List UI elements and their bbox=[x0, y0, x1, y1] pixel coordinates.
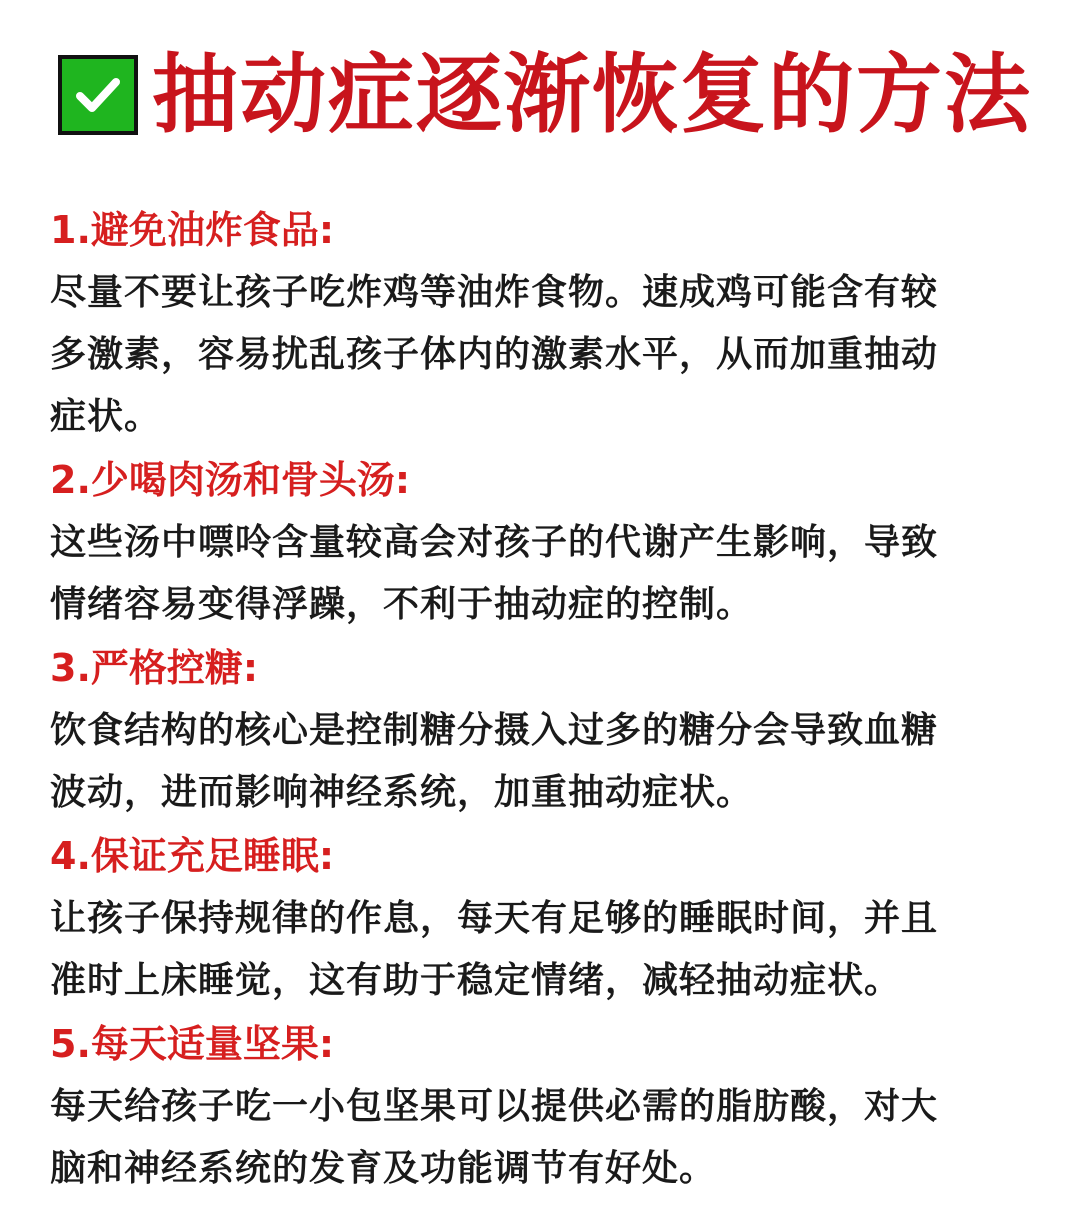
body-line: 饮食结构的核心是控制糖分摄入过多的糖分会导致血糖 bbox=[50, 710, 939, 751]
body-line: 情绪容易变得浮躁，不利于抽动症的控制。 bbox=[50, 584, 754, 625]
section-3 bbox=[50, 636, 1040, 824]
body-line: 尽量不要让孩子吃炸鸡等油炸食物。速成鸡可能含有较 bbox=[50, 272, 939, 313]
section-body bbox=[50, 1076, 1040, 1200]
body-line: 症状。 bbox=[50, 396, 162, 437]
section-heading: 2.少喝肉汤和骨头汤: bbox=[50, 458, 411, 502]
section-body bbox=[50, 512, 1040, 636]
page-title: 抽动症逐渐恢复的方法 bbox=[152, 45, 1032, 145]
body-line: 每天给孩子吃一小包坚果可以提供必需的脂肪酸，对大 bbox=[50, 1086, 939, 1127]
body-line: 多激素，容易扰乱孩子体内的激素水平，从而加重抽动 bbox=[50, 334, 939, 375]
section-heading: 5.每天适量坚果: bbox=[50, 1022, 335, 1066]
body-line: 波动，进而影响神经系统，加重抽动症状。 bbox=[50, 772, 754, 813]
section-2 bbox=[50, 448, 1040, 636]
section-body bbox=[50, 888, 1040, 1012]
body-line: 准时上床睡觉，这有助于稳定情绪，减轻抽动症状。 bbox=[50, 960, 902, 1001]
content bbox=[50, 198, 1040, 1200]
section-heading: 4.保证充足睡眠: bbox=[50, 834, 335, 878]
section-1 bbox=[50, 198, 1040, 448]
section-body bbox=[50, 262, 1040, 448]
body-line: 让孩子保持规律的作息，每天有足够的睡眠时间，并且 bbox=[50, 898, 939, 939]
section-5 bbox=[50, 1012, 1040, 1200]
section-heading: 1.避免油炸食品: bbox=[50, 208, 335, 252]
body-line: 这些汤中嘌呤含量较高会对孩子的代谢产生影响，导致 bbox=[50, 522, 939, 563]
section-4 bbox=[50, 824, 1040, 1012]
section-heading: 3.严格控糖: bbox=[50, 646, 259, 690]
body-line: 脑和神经系统的发育及功能调节有好处。 bbox=[50, 1148, 717, 1189]
section-body bbox=[50, 700, 1040, 824]
title-row bbox=[58, 40, 1032, 150]
green-check-icon bbox=[58, 55, 138, 135]
